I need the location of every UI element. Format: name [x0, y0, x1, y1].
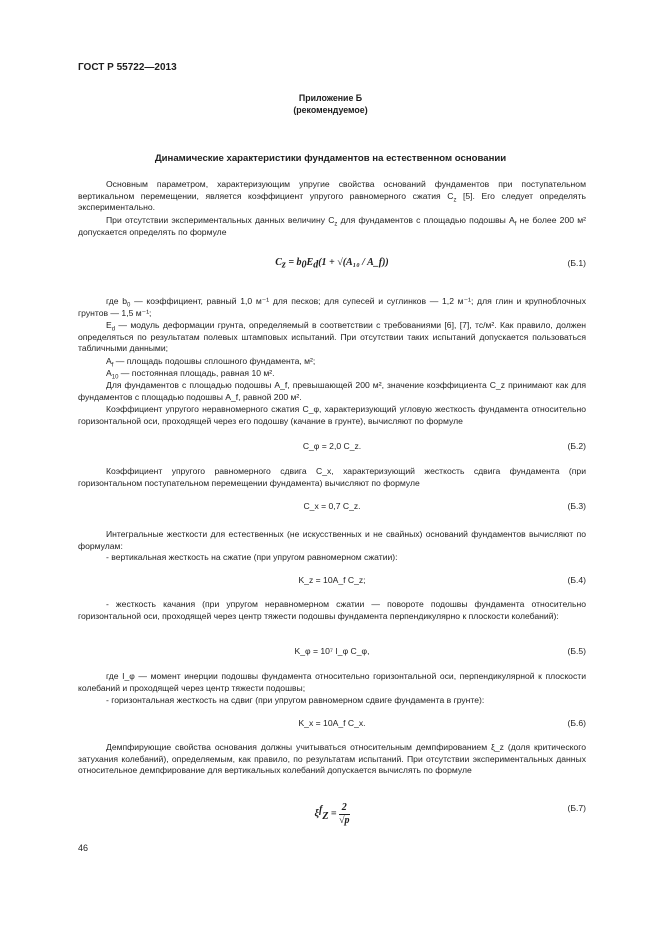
section-title: Динамические характеристики фундаментов на естественном основании: [154, 153, 507, 164]
formula-b1-number: (Б.1): [567, 258, 586, 268]
formula-b7-number: (Б.7): [567, 803, 586, 813]
paragraph-3: Для фундаментов с площадью подошвы A_f, превышающей 200 м², значение коэффициента C_z принимают как для фундаментов с площадью подошвы A_f, равной 200 м².: [78, 380, 586, 402]
paragraph-7: - жесткость качания (при упругом неравномерном сжатии — повороте подошвы фундамента относительно горизонтальной оси, проходящей через центр тяжести подошвы фундамента перпендикулярно к плоскости колебаний):: [78, 599, 586, 621]
paragraph-4: Коэффициент упругого неравномерного сжатия C_φ, характеризующий угловую жесткость фундамента относительно горизонтальной оси, проходящей через его подошву (качание в грунте), вычисляют по формуле: [78, 404, 586, 426]
paragraph-1: Основным параметром, характеризующим упругие свойства оснований фундаментов при поступательном вертикальном перемещении, является коэффициент упругого равномерного сжатия $C_z$ [5]. Его следует определять экспериментально.: [78, 179, 586, 213]
appendix-title: Приложение Б: [298, 93, 363, 103]
formula-b1: $C_z = b_0E_d(1 + √(A_{10}$ / A_f)): [275, 257, 389, 271]
paragraph-8: где I_φ — момент инерции подошвы фундамента относительно горизонтальной оси, перпендикулярной к плоскости колебаний и проходящей через центр тяжести подошвы;: [78, 671, 586, 693]
formula-b2-number: (Б.2): [567, 441, 586, 451]
paragraph-2: При отсутствии экспериментальных данных величину $C_z$ для фундаментов с площадью подошвы $A_f$ не более 200 м² допускается определять по формуле: [78, 215, 586, 237]
formula-b4: K_z = 10A_f C_z;: [298, 575, 366, 585]
formula-b4-number: (Б.4): [567, 575, 586, 585]
formula-b5-number: (Б.5): [567, 646, 586, 656]
where-a10: $A_{10}$ — постоянная площадь, равная 10 м².: [106, 368, 275, 381]
formula-b6: K_x = 10A_f C_x.: [298, 718, 366, 728]
formula-b7: $\xi^f_Z$ = $\frac{2}{√p}$: [314, 802, 350, 826]
paragraph-9: Демпфирующие свойства основания должны учитываться относительным демпфированием ξ_z (доля критического затухания колебаний), определяемым, как правило, по результатам испытаний. При отсутствии экспериментальных данных относительное демпфирование для вертикальных колебаний допускается вычислять по формуле: [78, 742, 586, 776]
paragraph-8b: - горизонтальная жесткость на сдвиг (при упругом равномерном сдвиге фундамента в грунте):: [106, 695, 485, 705]
paragraph-6b: - вертикальная жесткость на сжатие (при упругом равномерном сжатии):: [106, 552, 398, 562]
formula-b5: K_φ = 10⁷ I_φ C_φ,: [294, 646, 370, 656]
appendix-status: (рекомендуемое): [293, 105, 368, 115]
where-ed: $E_d$ — модуль деформации грунта, определяемый в соответствии с требованиями [6], [7], тс/м². Как правило, должен определяться по результатам полевых штамповых испытаний. При отсутствии таких испытаний допускается пользоваться табличными данными;: [78, 320, 586, 354]
formula-b2: C_φ = 2,0 C_z.: [302, 441, 362, 451]
formula-b6-number: (Б.6): [567, 718, 586, 728]
paragraph-5: Коэффициент упругого равномерного сдвига C_x, характеризующий жесткость сдвига фундамента (при горизонтальном поступательном перемещении фундамента) вычисляют по формуле: [78, 466, 586, 488]
formula-b3-number: (Б.3): [567, 501, 586, 511]
page-number: 46: [78, 843, 89, 853]
paragraph-6: Интегральные жесткости для естественных (не искусственных и не свайных) оснований фундаментов вычисляют по формулам:: [78, 529, 586, 551]
formula-b3: C_x = 0,7 C_z.: [303, 501, 361, 511]
where-af: $A_f$ — площадь подошвы сплошного фундамента, м²;: [106, 356, 316, 369]
standard-designation: ГОСТ Р 55722—2013: [78, 62, 177, 73]
appendix-heading: [0, 92, 661, 116]
where-b0: где $b_0$ — коэффициент, равный 1,0 м⁻¹ для песков; для супесей и суглинков — 1,2 м⁻¹; для глин и крупноблочных грунтов — 1,5 м⁻¹;: [78, 296, 587, 318]
